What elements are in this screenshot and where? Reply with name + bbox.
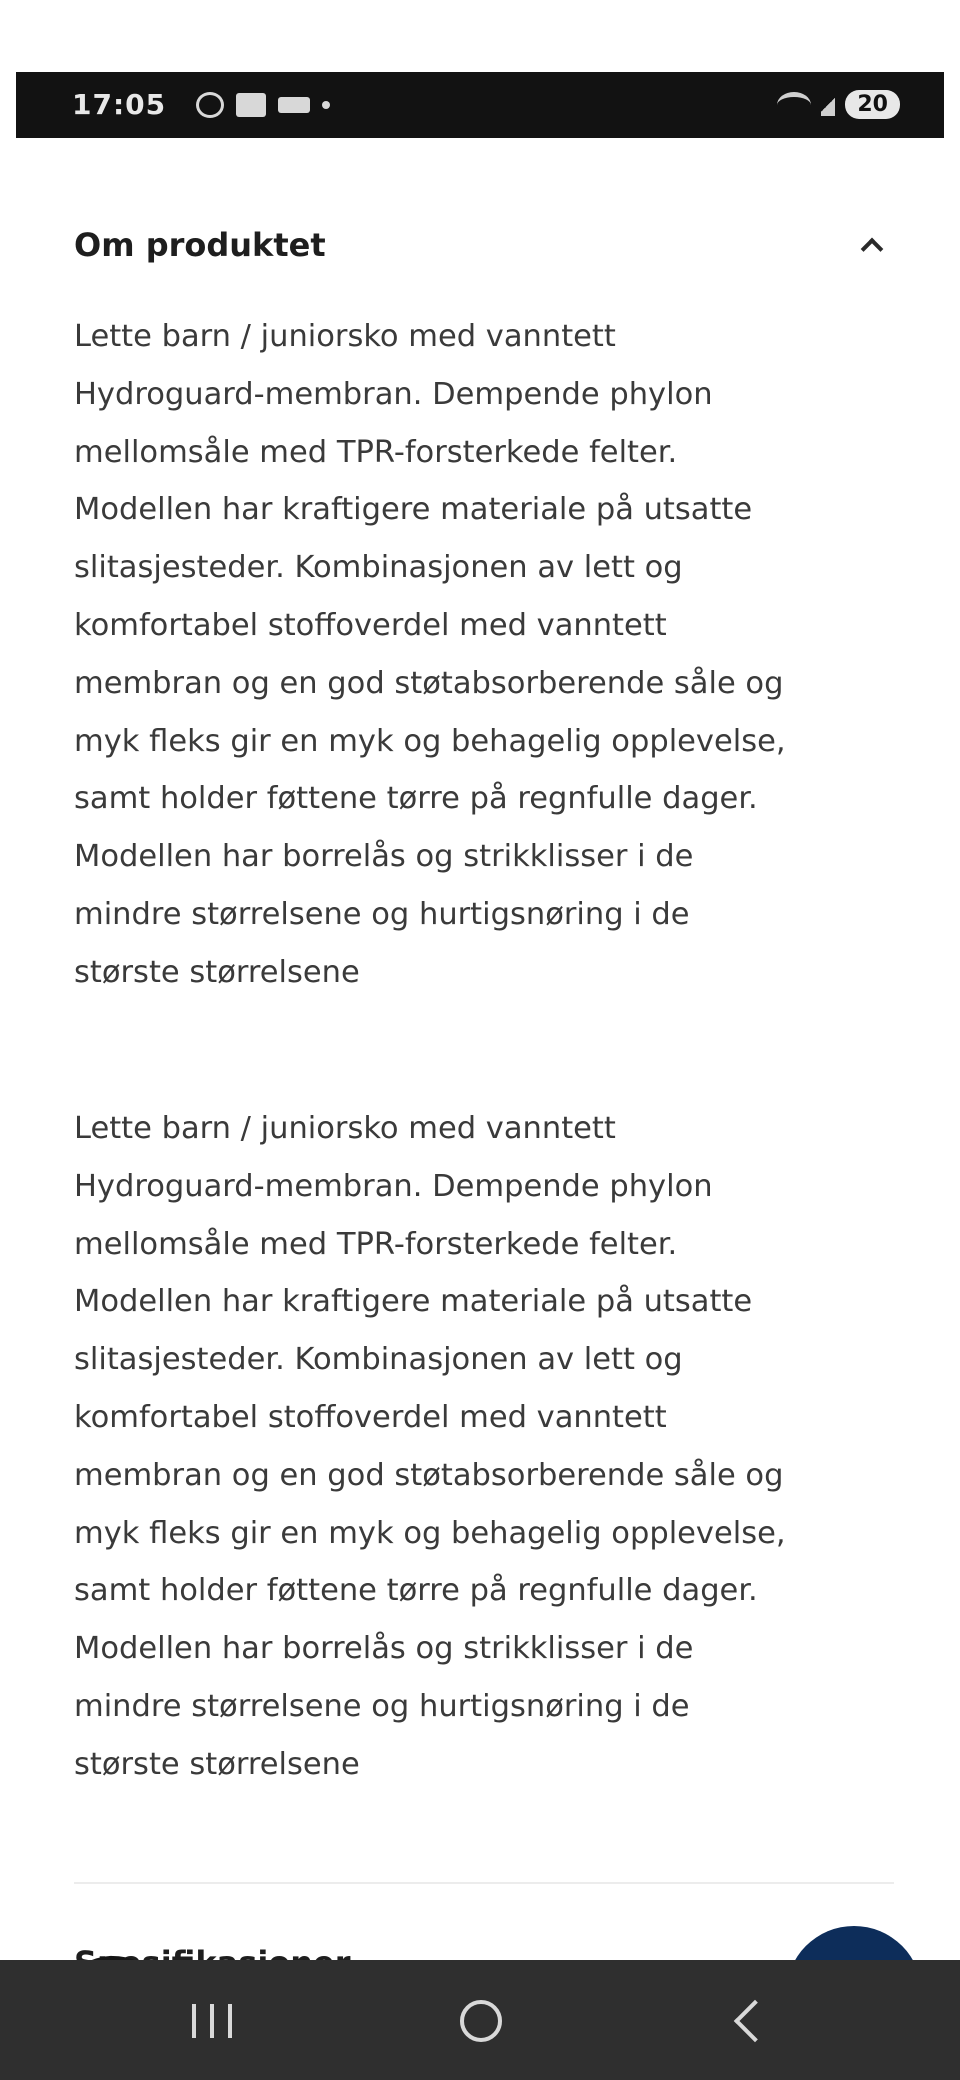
product-description: Lette barn / juniorsko med vanntett Hydroguard-membran. Dempende phylon mellomsåle med TPR-forsterkede felter. Modellen har kraftigere materiale på utsatte slitasjesteder. Kombinasjonen av lett og komfortabel stoffoverdel med vanntett membran og en god støtabsorberende såle og myk fleks gir en myk og behagelig opplevelse, samt holder føttene tørre på regnfulle dager. Modellen har borrelås og strikklisser i de mindre størrelsene og hurtigsnøring i de største størrelsene bbox=[74, 319, 786, 990]
wifi-icon bbox=[777, 92, 811, 118]
android-nav-bar bbox=[0, 1960, 960, 2080]
section-title: Om produktet bbox=[74, 226, 326, 264]
home-icon[interactable] bbox=[460, 2000, 502, 2042]
product-info-panel bbox=[16, 138, 944, 1960]
chevron-up-icon[interactable] bbox=[861, 238, 884, 261]
product-description-repeat: Lette barn / juniorsko med vanntett Hydroguard-membran. Dempende phylon mellomsåle med TPR-forsterkede felter. Modellen har kraftigere materiale på utsatte slitasjesteder. Kombinasjonen av lett og komfortabel stoffoverdel med vanntett membran og en god støtabsorberende såle og myk fleks gir en myk og behagelig opplevelse, samt holder føttene tørre på regnfulle dager. Modellen har borrelås og strikklisser i de mindre størrelsene og hurtigsnøring i de største størrelsene bbox=[74, 1111, 786, 1782]
battery-indicator: 20 bbox=[845, 90, 900, 119]
face-icon bbox=[196, 92, 224, 118]
top-margin bbox=[0, 0, 960, 72]
dot-icon bbox=[322, 101, 330, 109]
signal-icon bbox=[821, 94, 835, 116]
chat-icon bbox=[278, 97, 310, 113]
message-icon bbox=[236, 93, 266, 117]
about-product-header[interactable] bbox=[74, 220, 894, 270]
recents-icon[interactable] bbox=[192, 2004, 232, 2038]
status-time: 17:05 bbox=[72, 88, 167, 121]
back-icon[interactable] bbox=[734, 2000, 776, 2042]
system-icons bbox=[777, 90, 900, 119]
section-divider bbox=[74, 1882, 894, 1884]
status-bar bbox=[16, 72, 944, 138]
notification-icons bbox=[196, 92, 330, 118]
